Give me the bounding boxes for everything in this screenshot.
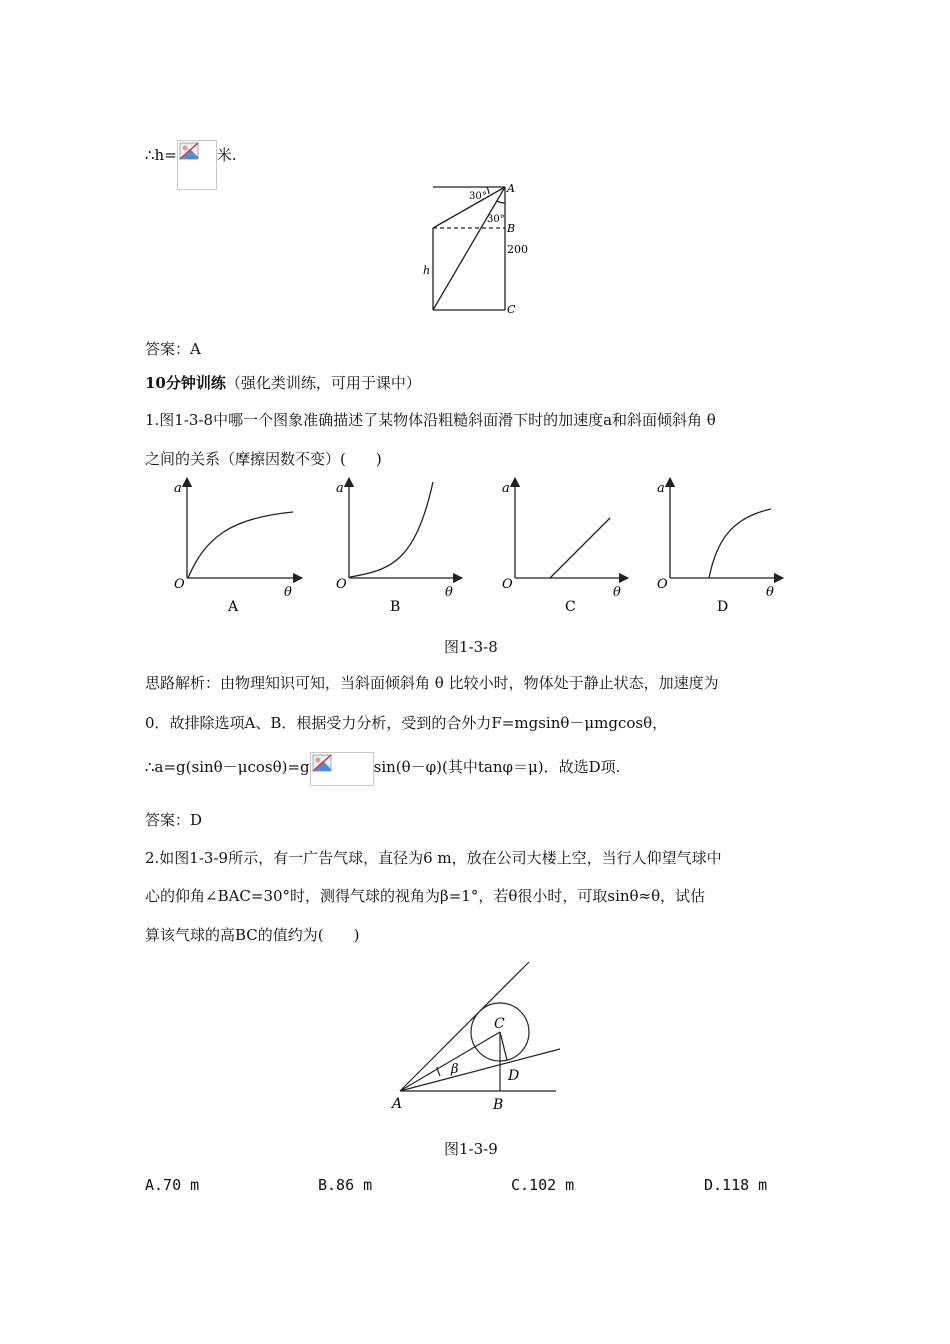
analysis-line-3 [145, 752, 620, 786]
broken-image-icon [310, 752, 374, 786]
axis-label-theta: θ [445, 585, 453, 600]
graph-c [502, 481, 624, 615]
axis-label-a: a [502, 481, 510, 496]
graph-b [336, 481, 458, 615]
option-b: B.86 m [318, 1176, 373, 1194]
question-2-line-2: 心的仰角∠BAC=30°时，测得气球的视角为β=1°，若θ很小时，可取sinθ≈θ，试估 [145, 887, 706, 905]
question-2-line-3: 算该气球的高BC的值约为( ) [145, 926, 360, 944]
option-d: D.118 m [704, 1176, 768, 1194]
figure-caption-1: 图1-3-8 [444, 638, 498, 656]
point-label-a: A [392, 1096, 403, 1112]
angle-label-1: 30° [469, 191, 487, 202]
origin-label: O [657, 577, 668, 592]
point-label-b: B [493, 1097, 504, 1113]
angle-label-2: 30° [487, 214, 505, 225]
graph-d [657, 481, 779, 615]
point-label-b: B [507, 222, 516, 235]
balloon-figure [385, 955, 565, 1115]
question-2-line-1: 2.如图1-3-9所示，有一广告气球，直径为6 m，放在公司大楼上空，当行人仰望气球中 [145, 849, 722, 867]
graph-label-d: D [717, 599, 729, 615]
axis-label-theta: θ [766, 585, 774, 600]
graph-label-a: A [228, 599, 239, 615]
section-title: 10分钟训练 [145, 374, 226, 392]
axis-label-a: a [657, 481, 665, 496]
option-c: C.102 m [511, 1176, 575, 1194]
point-label-c: C [494, 1016, 505, 1032]
graph-label-c: C [565, 599, 576, 615]
analysis-line-1: 思路解析：由物理知识可知，当斜面倾斜角 θ 比较小时，物体处于静止状态，加速度为 [145, 674, 719, 692]
height-h-label: h [423, 264, 431, 277]
point-label-a: A [507, 182, 515, 195]
axis-label-theta: θ [613, 585, 621, 600]
analysis-line-3-end: sin(θ－φ)(其中tanφ＝μ)．故选D项. [373, 758, 621, 776]
point-label-d: D [508, 1068, 520, 1084]
cliff-figure [425, 178, 535, 316]
answer-2: 答案：D [145, 811, 203, 829]
answer-1: 答案：A [145, 340, 201, 358]
graphs-figure [160, 478, 800, 618]
h-suffix: 米. [216, 146, 237, 164]
option-a: A.70 m [145, 1176, 200, 1194]
angle-beta-label: β [451, 1062, 459, 1077]
figure-caption-2: 图1-3-9 [444, 1140, 498, 1158]
h-result-line [145, 140, 237, 190]
height-200-label: 200 [507, 243, 528, 256]
analysis-line-2: 0．故排除选项A、B．根据受力分析，受到的合外力F=mgsinθ－μmgcosθ， [145, 714, 668, 732]
origin-label: O [174, 577, 185, 592]
broken-image-icon [177, 140, 217, 190]
graph-a [174, 481, 298, 615]
section-subtitle: （强化类训练，可用于课中） [225, 374, 421, 392]
axis-label-a: a [336, 481, 344, 496]
h-prefix: ∴h= [145, 146, 177, 164]
axis-label-theta: θ [284, 585, 292, 600]
point-label-c: C [507, 303, 516, 316]
origin-label: O [502, 577, 513, 592]
analysis-line-3-start: ∴a=g(sinθ－μcosθ)=g [145, 758, 310, 776]
question-1-line-2: 之间的关系（摩擦因数不变）( ) [145, 450, 382, 468]
graph-label-b: B [390, 599, 401, 615]
section-heading [145, 373, 421, 393]
origin-label: O [336, 577, 347, 592]
axis-label-a: a [174, 481, 182, 496]
question-1-line-1: 1.图1-3-8中哪一个图象准确描述了某物体沿粗糙斜面滑下时的加速度a和斜面倾斜角 θ [145, 411, 716, 429]
